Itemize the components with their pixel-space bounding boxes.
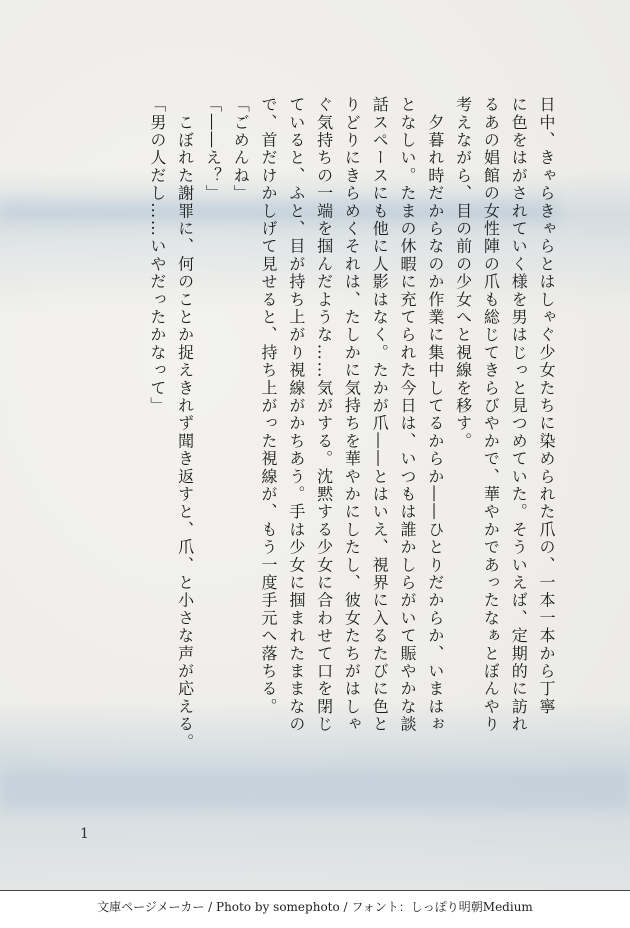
page-number: 1 xyxy=(80,826,89,842)
text-line: ぐ気持ちの一端を掴んだような……気がする。沈黙する少女に合わせて口を閉じ xyxy=(314,96,334,734)
dialogue-line: 「ごめんね」 xyxy=(231,96,251,203)
text-line: となしい。たまの休暇に充てられた今日は、いつもは誰かしらがいて賑やかな談 xyxy=(398,96,418,734)
vertical-body-text xyxy=(143,96,560,856)
footer-credit: 文庫ページメーカー / Photo by somephoto / フォント：しっぽり明朝Medium xyxy=(97,900,533,914)
text-line: りどりにきらめくそれは、たしかに気持ちを華やかにしたし、彼女たちがはしゃ xyxy=(342,96,362,734)
text-line: で、首だけかしげて見せると、持ち上がった視線が、もう一度手元へ落ちる。 xyxy=(259,96,279,716)
text-line: こぼれた謝罪に、何のことか捉えきれず聞き返すと、爪、と小さな声が応える。 xyxy=(175,96,195,751)
dialogue-line: 「――え？」 xyxy=(203,96,223,203)
text-line: ていると、ふと、目が持ち上がり視線がかちあう。手は少女に掴まれたままなの xyxy=(286,96,306,734)
text-line: るあの娼館の女性陣の爪も総じてきらびやかで、華やかであったなぁとぼんやり xyxy=(481,96,501,734)
text-line: に色をはがされていく様を男はじっと見つめていた。そういえば、定期的に訪れ xyxy=(509,96,529,734)
text-line: 夕暮れ時だからなのか作業に集中してるからか――ひとりだからか、いまはぉ xyxy=(425,96,445,734)
text-line: 考えながら、目の前の少女へと視線を移す。 xyxy=(453,96,473,450)
text-line: 話スペースにも他に人影はなく。たかが爪――とはいえ、視界に入るたびに色と xyxy=(370,96,390,734)
dialogue-line: 「男の人だし……いやだったかなって」 xyxy=(147,96,167,415)
text-line: 日中、きゃらきゃらとはしゃぐ少女たちに染められた爪の、一本一本から丁寧 xyxy=(537,96,556,716)
